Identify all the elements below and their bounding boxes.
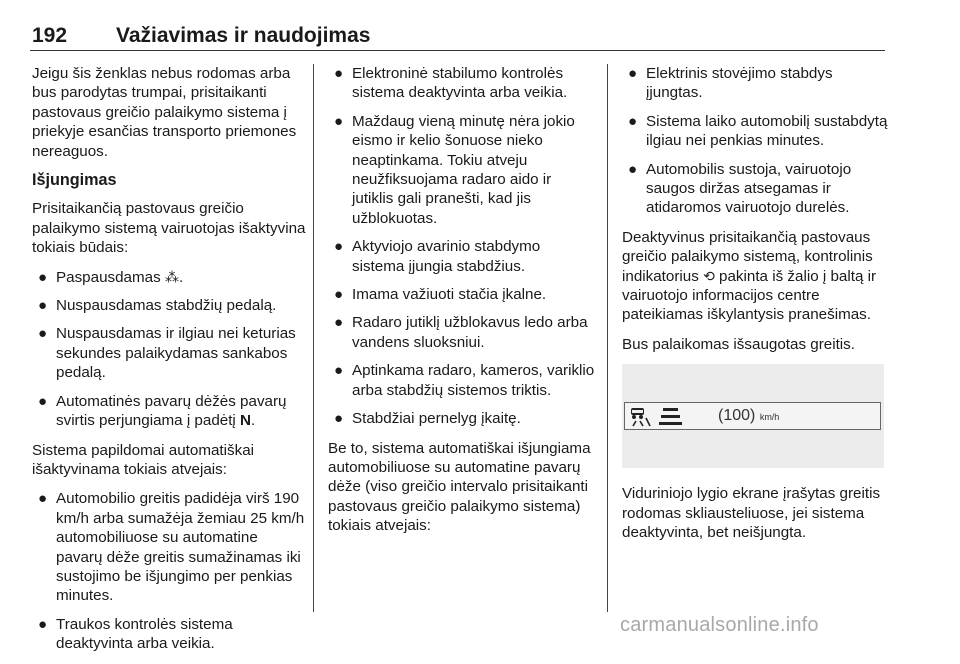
automatic-gearbox-paragraph: Be to, sistema automatiškai išjungiama automobiliuose su automatine pavarų dėže (viso greičio intervalo prisitaikanti pastovaus greičio palaikymo sistema) tokiais atvejais:: [328, 439, 591, 535]
page-number: 192: [32, 24, 68, 47]
stored-speed-readout: (100) km/h: [718, 407, 780, 425]
list-item: ● Nuspausdamas ir ilgiau nei keturias sekundes palaikydamas sankabos pedalą.: [38, 325, 296, 382]
list-item: ● Imama važiuoti stačia įkalne.: [334, 286, 547, 304]
speed-unit: km/h: [759, 412, 780, 423]
column-divider: [607, 64, 608, 612]
column-left: [32, 64, 307, 664]
instrument-cluster-image: [622, 364, 884, 468]
list-item: ● Paspausdamas ⁂.: [38, 268, 184, 286]
list-item: ● Elektroninė stabilumo kontrolės sistema deaktyvinta arba veikia.: [334, 65, 568, 102]
list-item: ● Maždaug vieną minutę nėra jokio eismo ir kelio šonuose nieko neaptinkama. Tokiu atveju neužfiksuojama radaro aido ir jutiklis gali pranešti, kad jis užblokuotas.: [334, 112, 575, 227]
cluster-status-bar: [624, 402, 881, 430]
column-divider: [313, 64, 314, 612]
watermark: carmanualsonline.info: [620, 614, 819, 636]
page-header: [30, 24, 885, 51]
middle-level-display-paragraph: Viduriniojo lygio ekrane įrašytas greitis rodomas skliausteliuose, jei sistema deaktyvinta, bet neišjungta.: [622, 485, 881, 542]
list-item: ● Automobilio greitis padidėja virš 190 km/h arba sumažėja žemiau 25 km/h automobiliuose su automatine pavarų dėže greitis sumažinamas iki sustojimo be išjungimo per penkias minutes.: [38, 490, 305, 605]
list-item: ● Stabdžiai pernelyg įkaitę.: [334, 410, 521, 428]
list-item: ● Traukos kontrolės sistema deaktyvinta arba veikia.: [38, 615, 233, 653]
list-item: ● Sistema laiko automobilį sustabdytą ilgiau nei penkias minutes.: [628, 112, 888, 150]
auto-deactivation-list-cont: [328, 64, 596, 429]
vehicle-distance-icon: [630, 405, 690, 427]
manual-deactivation-list: [32, 268, 307, 431]
list-item: ● Automatinės pavarų dėžės pavarų svirtis perjungiama į padėtį N.: [38, 392, 287, 430]
auto-deactivation-paragraph: Sistema papildomai automatiškai išaktyvinama tokiais atvejais:: [32, 441, 255, 478]
column-right: [622, 64, 890, 553]
section-heading: Išjungimas: [32, 171, 117, 190]
auto-deactivation-list: [32, 489, 307, 653]
list-item: ● Elektrinis stovėjimo stabdys įjungtas.: [628, 65, 833, 102]
stored-speed-paragraph: Bus palaikomas išsaugotas greitis.: [622, 335, 855, 353]
list-item: ● Aktyviojo avarinio stabdymo sistema įjungia stabdžius.: [334, 238, 541, 275]
deactivation-paragraph: Prisitaikančią pastovaus greičio palaikymo sistemą vairuotojas išaktyvina tokiais būdais:: [32, 200, 306, 257]
cruise-control-icon: ⁂: [164, 268, 179, 285]
page-title: Važiavimas ir naudojimas: [116, 24, 371, 47]
indicator-paragraph: Deaktyvinus prisitaikančią pastovaus greičio palaikymo sistemą, kontrolinis indikatorius ⟲ pakinta iš žalio į baltą ir vairuotojo informacijos centre pateikiamas iškylantysis pranešimas.: [622, 228, 877, 324]
intro-paragraph: Jeigu šis ženklas nebus rodomas arba bus parodytas trumpai, prisitaikanti pastovaus greičio palaikymo sistema į priekyje esančias transporto priemones nereaguos.: [32, 65, 297, 160]
list-item: ● Automobilis sustoja, vairuotojo saugos diržas atsegamas ir atidaromos vairuotojo durelės.: [628, 160, 852, 217]
list-item: ● Nuspausdamas stabdžių pedalą.: [38, 297, 277, 315]
auto-deactivation-list-cont2: [622, 64, 890, 218]
list-item: ● Radaro jutiklį užblokavus ledo arba vandens sluoksniui.: [334, 314, 588, 351]
column-middle: [328, 64, 596, 546]
cruise-indicator-icon: ⟲: [703, 267, 715, 284]
list-item: ● Aptinkama radaro, kameros, variklio arba stabdžių sistemos triktis.: [334, 362, 595, 399]
